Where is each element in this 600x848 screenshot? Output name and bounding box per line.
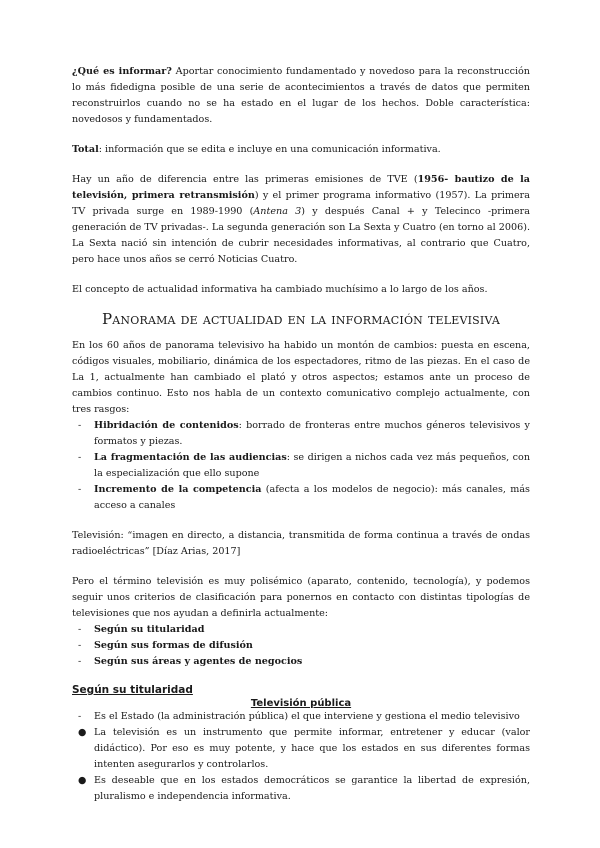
list-item: - La fragmentación de las audiencias: se dirigen a nichos cada vez más pequeños, con la especialización que ello supone bbox=[78, 452, 531, 479]
paragraph-actualidad: El concepto de actualidad informativa ha cambiado muchísimo a lo largo de los años. bbox=[72, 284, 488, 295]
lead-term: ¿Qué es informar? bbox=[72, 66, 172, 77]
paragraph-criterios: Pero el término televisión es muy polisémico (aparato, contenido, tecnología), y podemos seguir unos criterios de clasificación para ponernos en contacto con distintas tipologías de televisiones que nos ayudan a definirla actualmente: bbox=[72, 576, 530, 619]
paragraph-total: Total: información que se edita e incluye en una comunicación informativa. bbox=[72, 144, 441, 155]
list-item: - Según sus áreas y agentes de negocios bbox=[78, 656, 303, 667]
paragraph-definition: Televisión: “imagen en directo, a distancia, transmitida de forma continua a través de ondas radioeléctricas” [Díaz Arias, 2017] bbox=[72, 530, 530, 557]
document-page bbox=[72, 64, 530, 805]
paragraph-panorama: En los 60 años de panorama televisivo ha habido un montón de cambios: puesta en escena, códigos visuales, mobiliario, dinámica de los espectadores, ritmo de las piezas. En el caso de La 1, actualmente han cambiado el plató y otros aspectos; estamos ante un proceso de cambios continuo. Esto nos habla de un contexto comunicativo complejo actualmente, con tres rasgos: bbox=[72, 340, 530, 415]
subsection-heading: Según su titularidad bbox=[72, 684, 193, 696]
criterios-list bbox=[72, 622, 530, 670]
list-item: - Hibridación de contenidos: borrado de fronteras entre muchos géneros televisivos y formatos y piezas. bbox=[78, 420, 530, 447]
list-item: - Incremento de la competencia (afecta a los modelos de negocio): más canales, más acceso a canales bbox=[78, 484, 530, 511]
list-item: ● Es deseable que en los estados democráticos se garantice la libertad de expresión, pluralismo e independencia informativa. bbox=[78, 775, 530, 802]
list-item: - Según sus formas de difusión bbox=[78, 640, 253, 651]
list-item: - Es el Estado (la administración pública) el que interviene y gestiona el medio televisivo bbox=[78, 711, 520, 722]
rasgos-list bbox=[72, 418, 530, 514]
publica-list bbox=[72, 709, 530, 805]
lead-term: Total bbox=[72, 144, 99, 155]
section-heading: Panorama de actualidad en la información televisiva bbox=[101, 310, 500, 328]
paragraph-history: Hay un año de diferencia entre las primeras emisiones de TVE (1956- bautizo de la televisión, primera retransmisión) y el primer programa informativo (1957). La primera TV privada surge en 1989-1990 (Antena 3) y después Canal + y Telecinco -primera generación de TV privadas-. La segunda generación son La Sexta y Cuatro (en torno al 2006). La Sexta nació sin intención de cubrir necesidades informativas, al contrario que Cuatro, pero hace unos años se cerró Noticias Cuatro. bbox=[72, 174, 530, 265]
paragraph-que-es-informar: ¿Qué es informar? Aportar conocimiento fundamentado y novedoso para la reconstrucción lo más fidedigna posible de una serie de acontecimientos a través de datos que permiten reconstruirlos cuando no se ha estado en el lugar de los hechos. Doble característica: novedosos y fundamentados. bbox=[72, 66, 530, 125]
list-item: ● La televisión es un instrumento que permite informar, entretener y educar (valor didáctico). Por eso es muy potente, y hace que los estados en sus diferentes formas intenten asegurarlos y controlarlos. bbox=[78, 727, 530, 770]
list-item: - Según su titularidad bbox=[78, 624, 205, 635]
subsubsection-heading: Televisión pública bbox=[250, 698, 352, 709]
